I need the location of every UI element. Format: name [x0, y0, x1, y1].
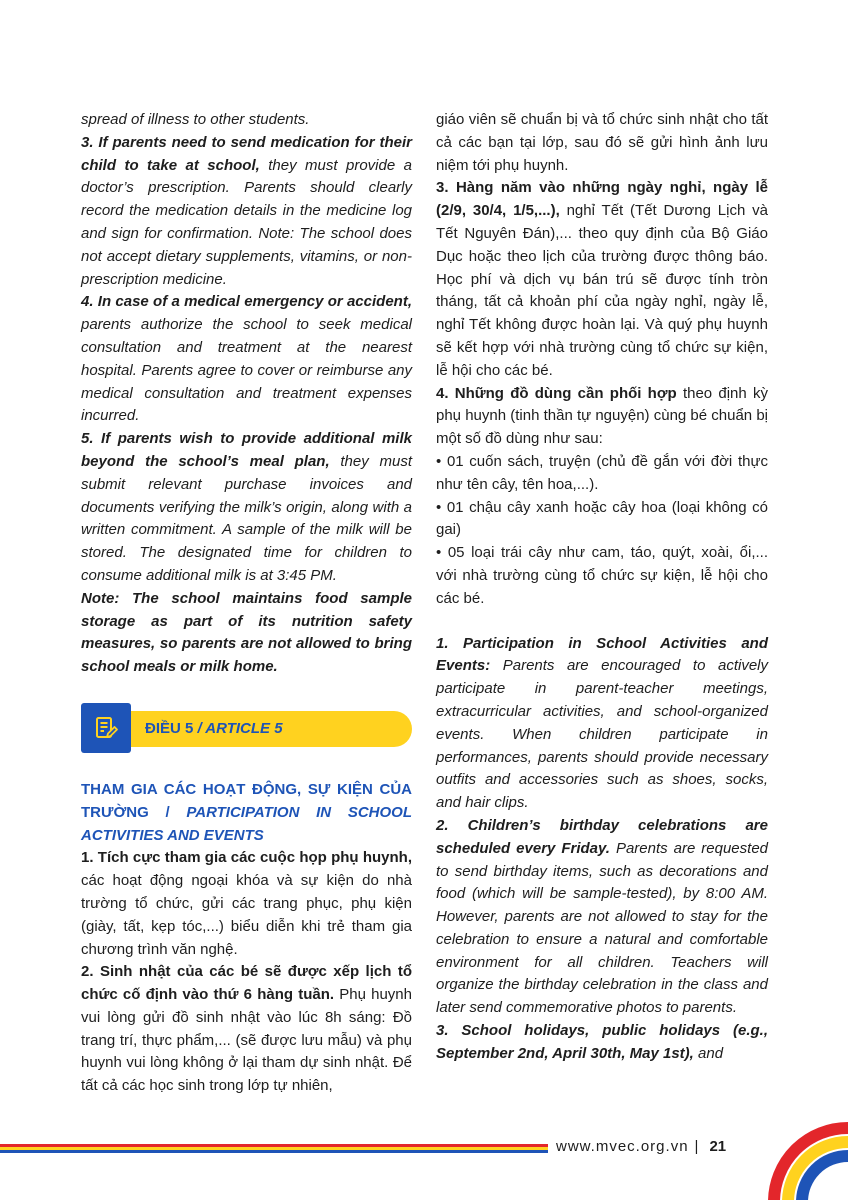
rule-lead: 1. Participation in School Activities and Events:: [436, 634, 768, 675]
vi-supplies-rule: [436, 383, 768, 451]
en-birthday-rule: [436, 815, 768, 1020]
rainbow-corner-graphic: [760, 1120, 848, 1200]
rule-text: and: [693, 1044, 724, 1062]
rule-lead: 2. Children’s birthday celebrations are scheduled every Friday.: [436, 816, 768, 857]
right-column: [436, 109, 768, 1066]
rule-lead: 3. Hàng năm vào những ngày nghỉ, ngày lễ (2/9, 30/4, 1/5,...),: [436, 179, 768, 220]
en-holiday-rule: [436, 1020, 768, 1066]
document-edit-icon: [81, 703, 131, 753]
rule-text: they must provide a doctor’s prescription. Parents should clearly record the medication details in the medicine log and sign for confirmation. Note: The school does not accept dietary supplements, vitamins, or non-prescription medicine.: [81, 156, 412, 288]
footer-separator: |: [694, 1138, 700, 1155]
rule-text: they must submit relevant purchase invoices and documents verifying the milk’s origin, along with a written commitment. A sample of the milk will be stored. The designated time for children to consume additional milk is at 3:45 PM.: [81, 452, 412, 584]
page-number: 21: [709, 1138, 727, 1155]
heading-vi: THAM GIA CÁC HOẠT ĐỘNG, SỰ KIỆN CỦA TRƯỜNG /: [81, 780, 412, 821]
footer-stripes: [0, 1144, 548, 1153]
section-heading: [81, 779, 412, 847]
rule-text: Phụ huynh vui lòng gửi đồ sinh nhật vào lúc 8h sáng: Đồ trang trí, thực phẩm,... (sẽ được lưu mẫu) và phụ huynh vui lòng không ở lại tham dự sinh nhật. Để tất cả các học sinh trong lớp tự nhiên,: [81, 986, 412, 1095]
milk-rule: [81, 428, 412, 588]
vi-holiday-rule: [436, 177, 768, 382]
rule-lead: 3. If parents need to send medication for their child to take at school,: [81, 133, 412, 174]
supply-bullet: • 01 chậu cây xanh hoặc cây hoa (loại không có gai): [436, 498, 768, 539]
supply-bullet: • 01 cuốn sách, truyện (chủ đề gắn với đời thực như tên cây, tên hoa,...).: [436, 452, 768, 493]
article-title-vi: ĐIỀU 5: [145, 719, 194, 737]
article-5-banner: [81, 703, 412, 753]
rule-lead: 5. If parents wish to provide additional milk beyond the school’s meal plan,: [81, 430, 412, 470]
rule-text: các hoạt động ngoại khóa và sự kiện do nhà trường tổ chức, gửi các trang phục, phụ kiện (giày, tất, kẹp tóc,...) biểu diễn khi trẻ tham gia chương trình văn nghệ.: [81, 872, 412, 958]
rule-lead: 3. School holidays, public holidays (e.g., September 2nd, April 30th, May 1st),: [436, 1022, 768, 1062]
emergency-rule: [81, 291, 412, 428]
text: spread of illness to other students.: [81, 111, 310, 128]
spacer: [436, 611, 768, 633]
footer: [556, 1138, 726, 1155]
paragraph: [81, 109, 412, 132]
rule-text: Parents are requested to send birthday items, such as decorations and food (which will be sample-tested), by 8:00 AM. However, parents are not allowed to stay for the celebration to ensure a natural and comfortable environment for all children. Teachers will organize the birthday celebration in the class and later send commemorative photos to parents.: [436, 839, 769, 1017]
stripe-blue: [0, 1150, 548, 1153]
food-sample-note: Note: The school maintains food sample storage as part of its nutrition safety measures, so parents are not allowed to bring school meals or milk home.: [81, 589, 412, 676]
rule-text: theo định kỳ phụ huynh (tinh thần tự nguyện) cùng bé chuẩn bị một số đồ dùng như sau:: [436, 384, 768, 448]
vi-birthday-rule: [81, 961, 412, 1098]
text: giáo viên sẽ chuẩn bị và tổ chức sinh nhật cho tất cả các bạn tại lớp, sau đó sẽ gửi hình ảnh lưu niệm tới phụ huynh.: [436, 111, 768, 174]
medication-rule: [81, 132, 412, 292]
left-column: [81, 109, 412, 1098]
paragraph: [436, 109, 768, 177]
article-title-en: / ARTICLE 5: [193, 719, 283, 737]
en-participation-rule: [436, 633, 768, 815]
heading-en: PARTICIPATION IN SCHOOL ACTIVITIES AND EVENTS: [81, 803, 412, 844]
rule-text: nghỉ Tết (Tết Dương Lịch và Tết Nguyên Đán),... theo quy định của Bộ Giáo Dục hoặc theo lịch của trường được thông báo. Học phí và dịch vụ bán trú sẽ được tính tròn tháng, tất cả khoản phí của ngày nghỉ, ngày lễ, nghỉ Tết không được hoàn lại. Và quý phụ huynh sẽ kết hợp với nhà trường cùng tổ chức sự kiện, lễ hội cho các bé.: [436, 202, 768, 379]
rule-lead: 4. Những đồ dùng cần phối hợp: [436, 384, 677, 402]
rule-lead: 1. Tích cực tham gia các cuộc họp phụ huynh,: [81, 849, 412, 867]
rule-text: parents authorize the school to seek medical consultation and treatment at the nearest hospital. Parents agree to cover or reimburse any medical consultation and treatment expenses incurred.: [81, 316, 412, 425]
website-url: www.mvec.org.vn: [556, 1138, 689, 1155]
article-title: [145, 720, 283, 738]
vi-participation-rule: [81, 847, 412, 961]
rule-text: Parents are encouraged to actively participate in parent-teacher meetings, extracurricular activities, and school-organized events. When children participate in performances, parents should provide necessary outfits and accessories such as shoes, socks, and hair clips.: [436, 657, 768, 812]
rule-lead: 2. Sinh nhật của các bé sẽ được xếp lịch tổ chức cố định vào thứ 6 hàng tuần.: [81, 963, 412, 1004]
supply-bullet: • 05 loại trái cây như cam, táo, quýt, xoài, ổi,... với nhà trường cùng tổ chức sự kiện, lễ hội cho các bé.: [436, 544, 768, 607]
rule-lead: 4. In case of a medical emergency or accident,: [81, 293, 412, 311]
